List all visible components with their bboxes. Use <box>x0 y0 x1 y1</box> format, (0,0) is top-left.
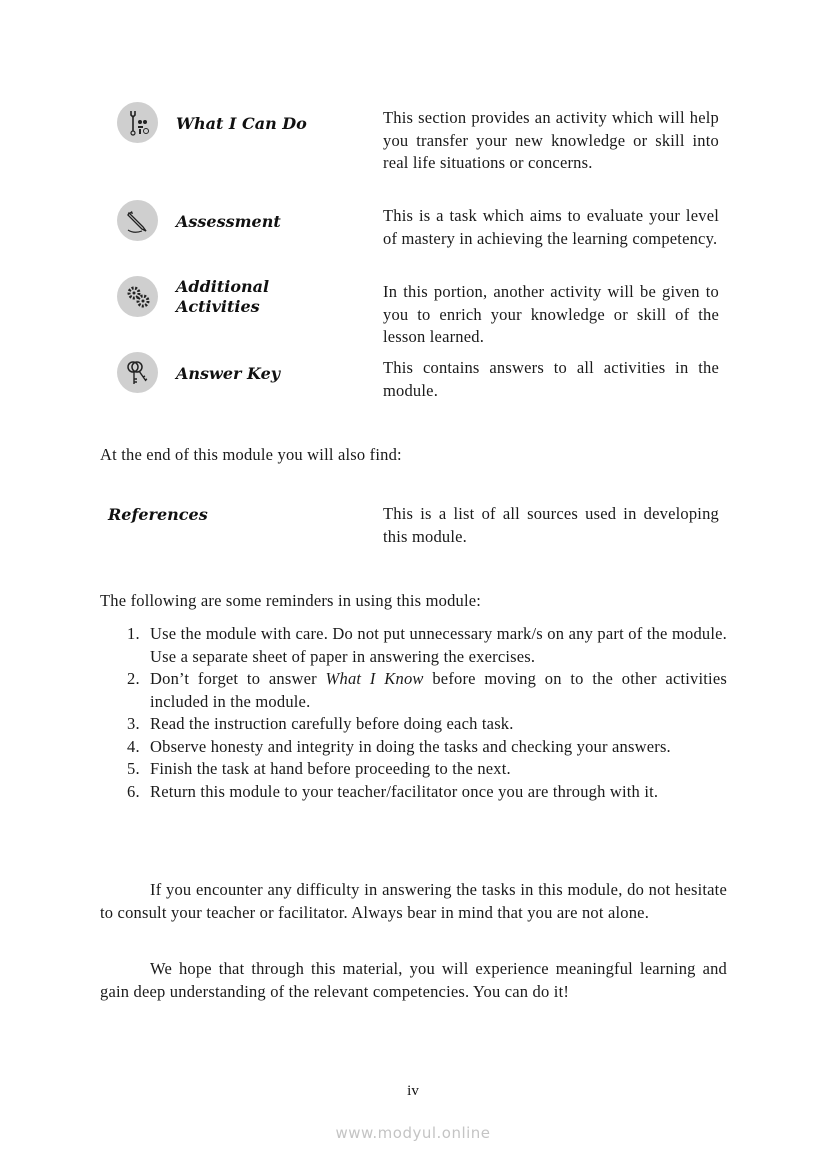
reminder-item: 4. Observe honesty and integrity in doing the tasks and checking your answers. <box>127 736 671 756</box>
section-label-additional-activities: Additional Activities <box>176 277 270 316</box>
reminder-item: 3. Read the instruction carefully before doing each task. <box>127 714 514 733</box>
page-number: iv <box>407 1083 419 1099</box>
end-of-module-intro: At the end of this module you will also find: <box>100 445 402 464</box>
section-description-answer-key: This contains answers to all activities in the module. <box>383 358 719 400</box>
references-label: References <box>108 505 208 524</box>
wrench-tools-icon <box>117 102 158 143</box>
section-label-answer-key: Answer Key <box>176 364 281 383</box>
section-label-what-i-can-do: What I Can Do <box>176 114 307 133</box>
section-description-what-i-can-do: This section provides an activity which will help you transfer your new knowledge or skill into real life situations or concerns. <box>383 108 719 172</box>
closing-paragraph-hope: We hope that through this material, you will experience meaningful learning and gain deep understanding of the relevant competencies. You can do it! <box>100 959 727 1001</box>
section-label-assessment: Assessment <box>176 212 281 231</box>
watermark: www.modyul.online <box>335 1124 491 1142</box>
reminder-item: 5. Finish the task at hand before proceeding to the next. <box>127 759 511 778</box>
section-description-assessment: This is a task which aims to evaluate your level of mastery in achieving the learning competency. <box>383 206 719 248</box>
closing-paragraph-difficulty: If you encounter any difficulty in answering the tasks in this module, do not hesitate to consult your teacher or facilitator. Always bear in mind that you are not alone. <box>100 880 727 922</box>
references-description: This is a list of all sources used in developing this module. <box>383 504 719 546</box>
reminder-item: 2. Don’t forget to answer What I Know before moving on to the other activities included in the module. <box>127 669 727 711</box>
keys-icon <box>117 352 158 393</box>
reminder-item: 6. Return this module to your teacher/facilitator once you are through with it. <box>127 781 659 801</box>
pencil-icon <box>117 200 158 241</box>
section-description-additional-activities: In this portion, another activity will be given to you to enrich your knowledge or skill of the lesson learned. <box>383 282 719 346</box>
what-i-know-emphasis: What I Know <box>325 669 424 688</box>
reminder-item: 1. Use the module with care. Do not put unnecessary mark/s on any part of the module. Use a separate sheet of paper in answering the exercises. <box>127 624 727 666</box>
reminders-intro: The following are some reminders in using this module: <box>100 591 482 610</box>
gears-icon <box>117 276 158 317</box>
reminders-list <box>100 623 727 803</box>
